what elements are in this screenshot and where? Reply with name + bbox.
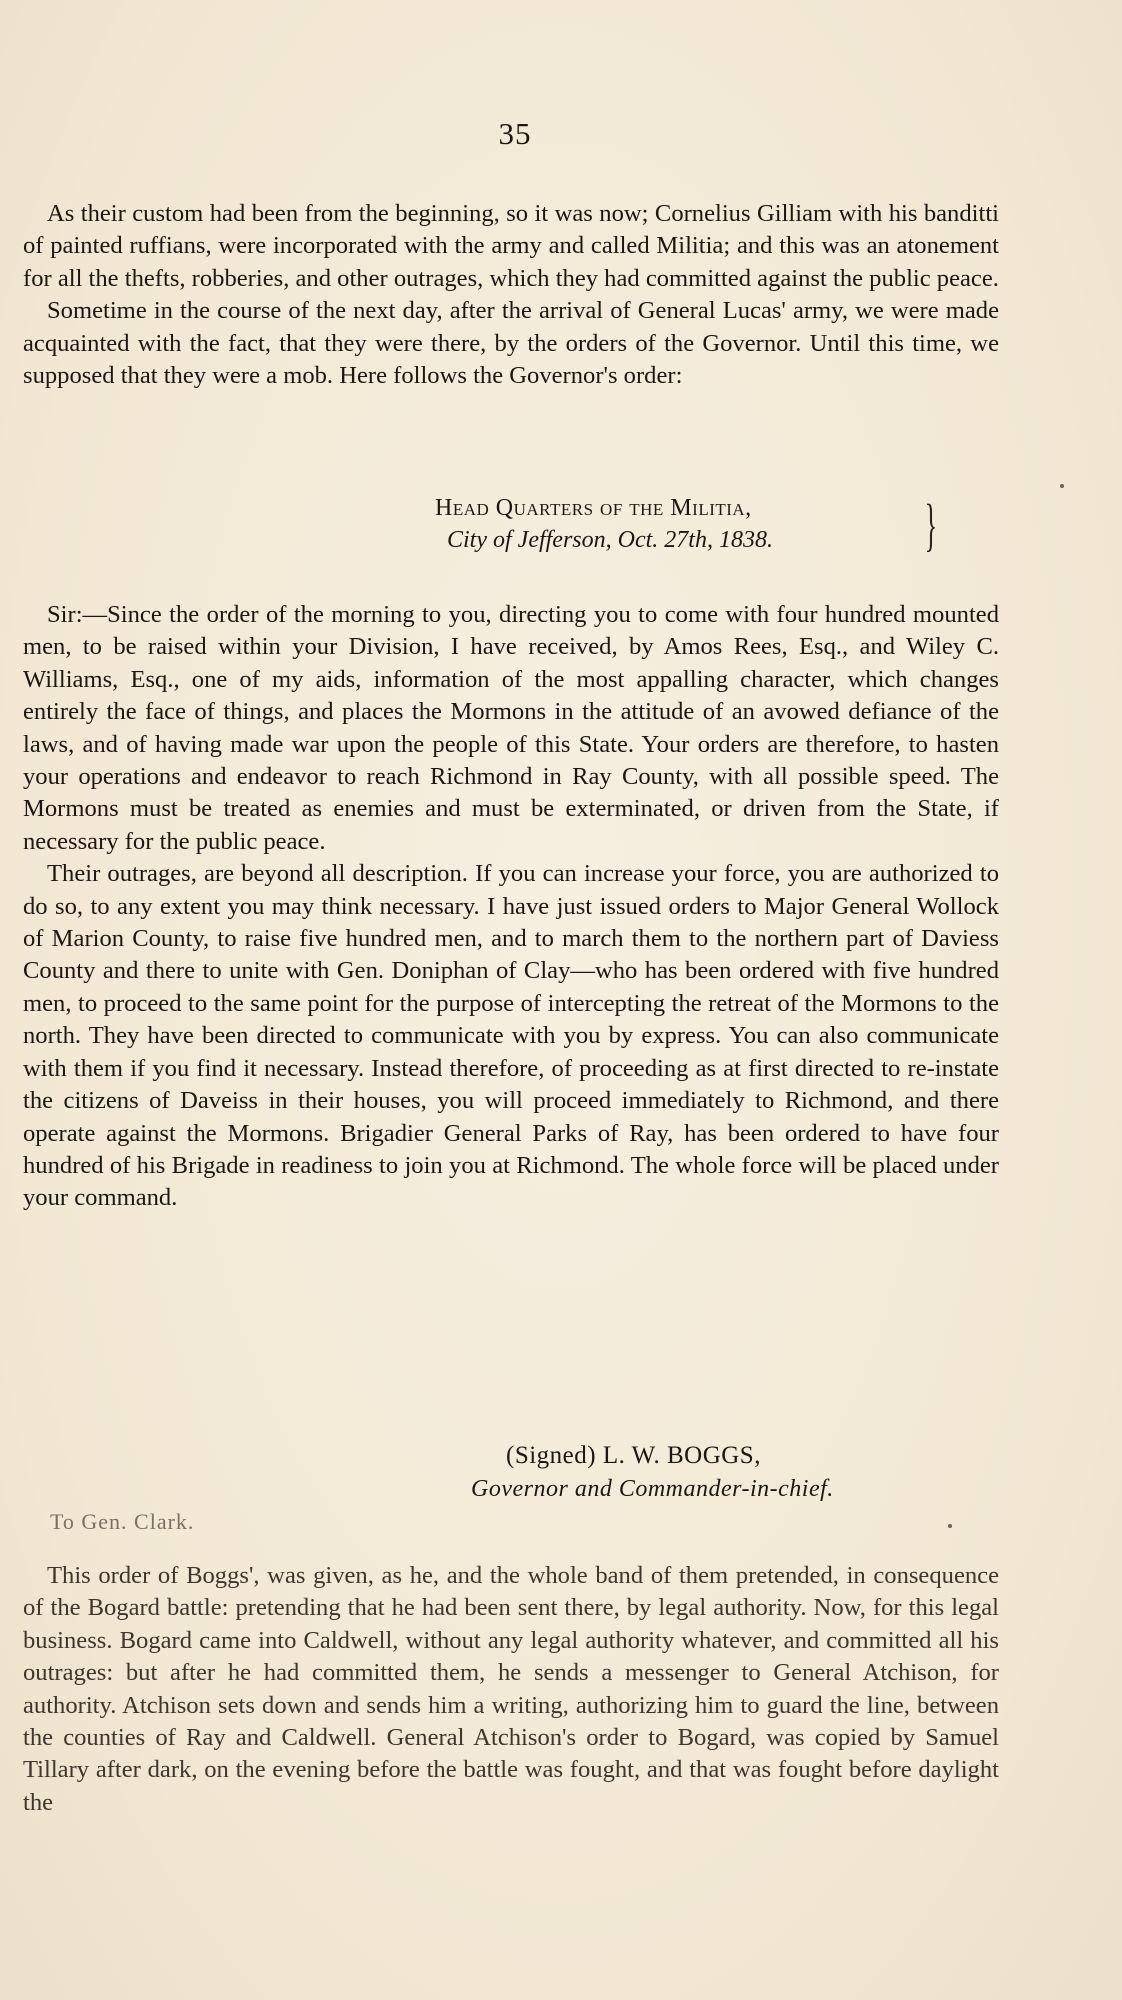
order-heading bbox=[435, 492, 975, 556]
paragraph-next-day: Sometime in the course of the next day, after the arrival of General Lucas' army, we were made acquainted with the fact, that they were there, by the orders of the Governor. Until this time, we supposed that they were a mob. Here follows the Governor's order: bbox=[23, 297, 999, 390]
ink-speck bbox=[948, 1524, 952, 1528]
page-number: 35 bbox=[498, 116, 532, 151]
order-heading-place: Head Quarters of the Militia, bbox=[435, 495, 752, 521]
letter-paragraph-2: Their outrages, are beyond all description. If you can increase your force, you are authorized to do so, to any extent you may think necessary. I have just issued orders to Major General Wollock of Marion County, to raise five hundred men, and to march them to the northern part of Daviess County and there to unite with Gen. Doniphan of Clay—who has been ordered with five hundred men, to proceed to the same point for the purpose of intercepting the retreat of the Mormons to the north. They have been directed to communicate with you by express. You can also communicate with them if you find it necessary. Instead therefore, of proceeding as at first directed to re-instate the citizens of Daveiss in their houses, you will proceed immediately to Richmond, and there operate against the Mormons. Brigadier General Parks of Ray, has been ordered to have four hundred of his Brigade in readiness to join you at Richmond. The whole force will be placed under your command. bbox=[23, 860, 999, 1212]
order-letter bbox=[23, 599, 999, 1215]
paragraph-custom: As their custom had been from the beginning, so it was now; Cornelius Gilliam with his banditti of painted ruffians, were incorporated with the army and called Militia; and this was an atonement for all the thefts, robberies, and other outrages, which they had committed against the public peace. bbox=[23, 200, 999, 292]
addressee: To Gen. Clark. bbox=[50, 1509, 195, 1534]
ink-speck bbox=[1060, 484, 1064, 488]
opening-section bbox=[23, 198, 999, 392]
signature: (Signed) L. W. BOGGS, bbox=[506, 1442, 761, 1469]
order-heading-date: City of Jefferson, Oct. 27th, 1838. bbox=[447, 527, 773, 553]
letter-paragraph-1: Sir:—Since the order of the morning to you, directing you to come with four hundred mounted men, to be raised within your Division, I have received, by Amos Rees, Esq., and Wiley C. Williams, Esq., one of my aids, information of the most appalling character, which changes entirely the face of things, and places the Mormons in the attitude of an avowed defiance of the laws, and of having made war upon the people of this State. Your orders are therefore, to hasten your operations and endeavor to reach Richmond in Ray County, with all possible speed. The Mormons must be treated as enemies and must be exterminated, or driven from the State, if necessary for the public peace. bbox=[23, 601, 999, 855]
paragraph-boggs-order: This order of Boggs', was given, as he, and the whole band of them pretended, in consequence of the Bogard battle: pretending that he had been sent there, by legal authority. Now, for this legal business. Bogard came into Caldwell, without any legal authority whatever, and committed all his outrages: but after he had committed them, he sends a messenger to General Atchison, for authority. Atchison sets down and sends him a writing, authorizing him to guard the line, between the counties of Ray and Caldwell. General Atchison's order to Bogard, was copied by Samuel Tillary after dark, on the evening before the battle was fought, and that was fought before daylight the bbox=[23, 1562, 999, 1816]
closing-section bbox=[23, 1560, 999, 1819]
brace-mark: } bbox=[924, 492, 938, 557]
signature-title: Governor and Commander-in-chief. bbox=[471, 1476, 834, 1502]
